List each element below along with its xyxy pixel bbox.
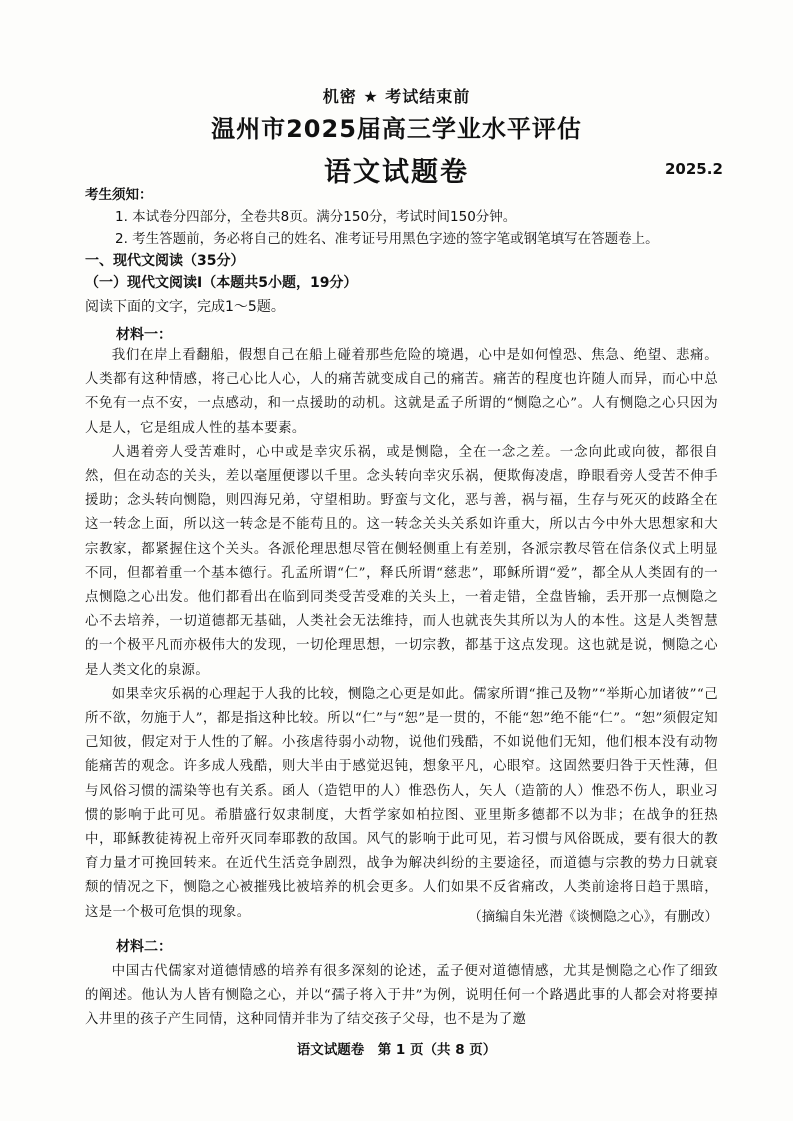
notice-item-2: 2. 考生答题前，务必将自己的姓名、准考证号用黑色字迹的签字笔或钢笔填写在答题卷上。 [115, 231, 659, 247]
notice-title: 考生须知： [85, 187, 153, 203]
notice-item-1: 1. 本试卷分四部分，全卷共8页。满分150分，考试时间150分钟。 [115, 209, 517, 225]
material-2-label: 材料二： [116, 939, 172, 955]
page-footer: 语文试题卷 第 1 页（共 8 页） [296, 1042, 497, 1058]
material-1-paragraph: 如果幸灾乐祸的心理起于人我的比较，恻隐之心更是如此。儒家所谓“推己及物”“举斯心加诸彼”“己所不欲，勿施于人”，都是指这种比较。所以“仁”与“恕”是一贯的，不能“恕”绝不能“仁”。“恕”须假定知己知彼，假定对于人性的了解。小孩虐待弱小动物，说他们残酷，不如说他们无知，他们根本没有动物能痛苦的观念。许多成人残酷，则大半由于感觉迟钝，想象平凡，心眼窄。这固然要归咎于天性薄，但与风俗习惯的濡染等也有关系。函人（造铠甲的人）惟恐伤人，矢人（造箭的人）惟恐不伤人，职业习惯的影响于此可见。希腊盛行奴隶制度，大哲学家如柏拉图、亚里斯多德都不以为非；在战争的狂热中，耶稣教徒祷祝上帝歼灭同奉耶教的敌国。风气的影响于此可见，若习惯与风俗既成，要有很大的教育力量才可挽回转来。在近代生活竞争剧烈，战争为解决纠纷的主要途径，而道德与宗教的势力日就衰颓的情况之下，恻隐之心被摧残比被培养的机会更多。人们如果不反省痛改，人类前途将日趋于黑暗，这是一个极可危惧的现象。 [85, 686, 718, 920]
material-1-citation: （摘编自朱光潜《谈恻隐之心》，有删改） [468, 909, 718, 925]
paper-subtitle: 语文试题卷 [324, 157, 469, 188]
material-2-paragraph: 中国古代儒家对道德情感的培养有很多深刻的论述，孟子便对道德情感，尤其是恻隐之心作了细致的阐述。他认为人皆有恻隐之心，并以“孺子将入于井”为例，说明任何一个路遇此事的人都会对将要掉入井里的孩子产生同情，这种同情并非为了结交孩子父母，也不是为了邀 [85, 964, 718, 1028]
candidate-notice [85, 184, 725, 250]
reading-instruction: 阅读下面的文字，完成1～5题。 [85, 299, 285, 315]
exam-date: 2025.2 [665, 160, 723, 178]
material-2-body [85, 960, 718, 1033]
exam-title: 温州市2025届高三学业水平评估 [211, 115, 582, 143]
material-1-label: 材料一： [116, 327, 172, 343]
material-1-body [85, 344, 718, 925]
subsection-title: （一）现代文阅读Ⅰ（本题共5小题，19分） [85, 275, 358, 291]
material-1-paragraph: 人遇着旁人受苦难时，心中或是幸灾乐祸，或是恻隐，全在一念之差。一念向此或向彼，都很自然，但在动态的关头，差以毫厘便谬以千里。念头转向幸灾乐祸，便欺侮凌虐，睁眼看旁人受苦不伸手援助；念头转向恻隐，则四海兄弟，守望相助。野蛮与文化，恶与善，祸与福，生存与死灭的歧路全在这一转念上面，所以这一转念是不能苟且的。这一转念关头关系如许重大，所以古今中外大思想家和大宗教家，都紧握住这个关头。各派伦理思想尽管在侧轻侧重上有差别，各派宗教尽管在信条仪式上明显不同，但都着重一个基本德行。孔孟所谓“仁”，释氏所谓“慈悲”，耶稣所谓“爱”，都全从人类固有的一点恻隐之心出发。他们都看出在临到同类受苦受难的关头上，一着走错，全盘皆输，丢开那一点恻隐之心不去培养，一切道德都无基础，人类社会无法维持，而人也就丧失其所以为人的本性。这是人类智慧的一个极平凡而亦极伟大的发现，一切伦理思想，一切宗教，都基于这点发现。这也就是说，恻隐之心是人类文化的泉源。 [85, 444, 718, 678]
material-1-paragraph: 我们在岸上看翻船，假想自己在船上碰着那些危险的境遇，心中是如何惶恐、焦急、绝望、悲痛。人类都有这种情感，将己心比人心，人的痛苦就变成自己的痛苦。痛苦的程度也许随人而异，而心中总不免有一点不安，一点感动，和一点援助的动机。这就是孟子所谓的“恻隐之心”。人有恻隐之心只因为人是人，它是组成人性的基本要素。 [85, 348, 718, 436]
part-title: 一、现代文阅读（35分） [85, 253, 245, 269]
confidential-label: 机密 ★ 考试结束前 [322, 87, 471, 106]
